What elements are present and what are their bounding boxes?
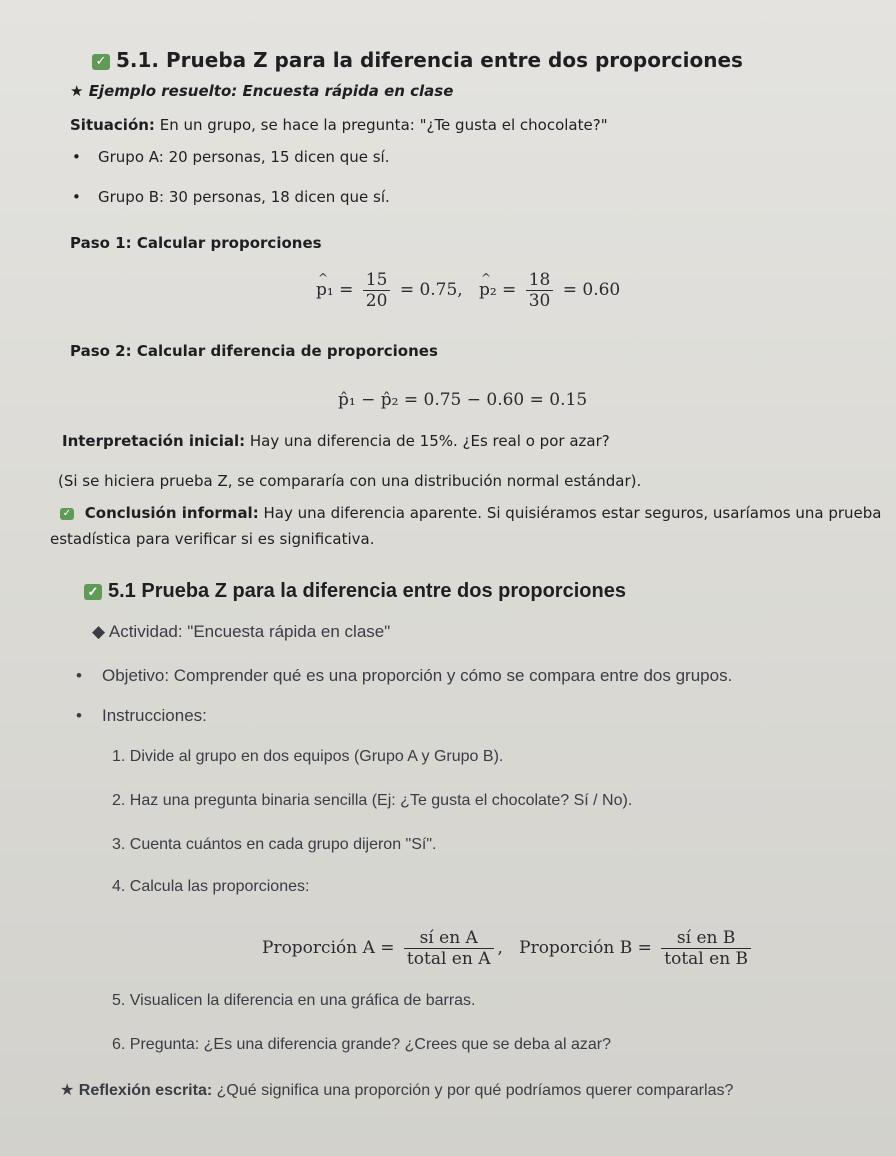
proportion-formula: Proporción A = $\frac{\text{sí en A}}{\text{total en A}}$ , Proporción B = $\frac{\text{sí en B}}{\text{total en B}}$ — [262, 928, 755, 969]
example-title: ★ Ejemplo resuelto: Encuesta rápida en clase — [70, 82, 454, 100]
step2-title: Paso 2: Calcular diferencia de proporciones — [70, 342, 438, 360]
group-a-item: • Grupo A: 20 personas, 15 dicen que sí. — [98, 148, 389, 166]
step-item: 3. Cuenta cuántos en cada grupo dijeron "Sí". — [112, 836, 437, 853]
activity: ◆ Actividad: "Encuesta rápida en clase" — [92, 622, 391, 641]
situation: Situación: En un grupo, se hace la pregunta: "¿Te gusta el chocolate?" — [70, 116, 608, 134]
step-item: 4. Calcula las proporciones: — [112, 878, 310, 895]
star-icon: ★ — [60, 1082, 75, 1099]
section1-title: ✓ 5.1. Prueba Z para la diferencia entre dos proporciones — [92, 48, 743, 72]
step-item: 5. Visualicen la diferencia en una gráfica de barras. — [112, 992, 476, 1009]
interpretation: Interpretación inicial: Hay una diferencia de 15%. ¿Es real o por azar? — [62, 432, 610, 450]
objective: • Objetivo: Comprender qué es una proporción y cómo se compara entre dos grupos. — [102, 666, 732, 686]
checkbox-icon: ✓ — [92, 54, 110, 70]
step1-formula: ^ p₁ = $\frac{15}{20}$ = 0.75, ^ p₂ = $\frac{18}{30}$ = 0.60 — [316, 270, 620, 311]
conclusion: ✓ Conclusión informal: Hay una diferencia aparente. Si quisiéramos estar seguros, usaríamos una prueba — [60, 504, 881, 522]
diamond-bullet-icon: ◆ — [92, 622, 106, 641]
step2-formula: p̂₁ − p̂₂ = 0.75 − 0.60 = 0.15 — [338, 390, 588, 410]
group-b-item: • Grupo B: 30 personas, 18 dicen que sí. — [98, 188, 390, 206]
reflection: ★ Reflexión escrita: ¿Qué significa una proporción y por qué podríamos querer compararlas? — [60, 1082, 734, 1099]
step-item: 1. Divide al grupo en dos equipos (Grupo A y Grupo B). — [112, 748, 504, 765]
conclusion-continued: estadística para verificar si es significativa. — [50, 530, 375, 548]
checkbox-icon: ✓ — [84, 584, 102, 600]
step-item: 2. Haz una pregunta binaria sencilla (Ej: ¿Te gusta el chocolate? Sí / No). — [112, 792, 633, 809]
checkbox-icon: ✓ — [60, 508, 74, 520]
step-item: 6. Pregunta: ¿Es una diferencia grande? ¿Crees que se deba al azar? — [112, 1036, 611, 1053]
instructions-label: • Instrucciones: — [102, 706, 207, 726]
step1-title: Paso 1: Calcular proporciones — [70, 234, 322, 252]
section2-title: ✓ 5.1 Prueba Z para la diferencia entre dos proporciones — [84, 580, 626, 603]
star-icon: ★ — [70, 82, 84, 100]
note: (Si se hiciera prueba Z, se compararía con una distribución normal estándar). — [58, 472, 642, 490]
